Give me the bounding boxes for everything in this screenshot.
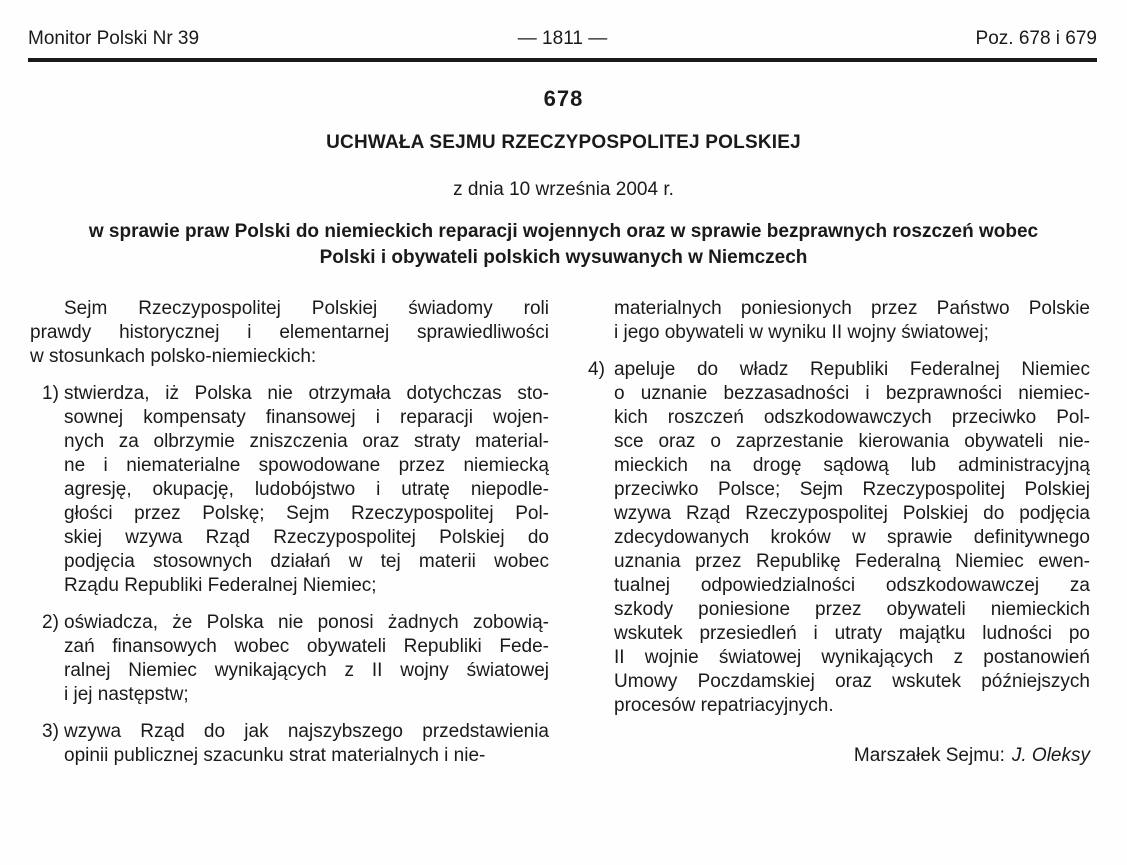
text-line: wzywa Rząd Rzeczypospolitej Polskiej do podjęcia — [614, 503, 1090, 524]
act-subject-line-1: w sprawie praw Polski do niemieckich reparacji wojennych oraz w sprawie bezprawnych roszczeń wobec — [88, 221, 1039, 242]
journal-name: Monitor Polski Nr 39 — [28, 28, 200, 49]
act-subject — [0, 219, 1127, 271]
signature-title: Marszałek Sejmu: — [853, 745, 1005, 766]
act-subject-line-2: Polski i obywateli polskich wysuwanych w Niemczech — [319, 247, 808, 268]
text-line: zań finansowych wobec obywateli Republiki Fede- — [64, 636, 549, 657]
text-line: w stosunkach polsko-niemieckich: — [30, 346, 317, 367]
item-1 — [30, 382, 549, 598]
act-type-title: UCHWAŁA SEJMU RZECZYPOSPOLITEJ POLSKIEJ — [326, 132, 801, 153]
text-line: i jego obywateli w wyniku II wojny światowej; — [614, 322, 989, 343]
text-line: nych za olbrzymie zniszczenia oraz straty material- — [64, 431, 549, 452]
list-item-marker: 4) — [588, 359, 605, 380]
item-3 — [30, 720, 549, 768]
text-line: oświadcza, że Polska nie ponosi żadnych zobowią- — [64, 612, 549, 633]
text-line: Umowy Poczdamskiej oraz wskutek późniejszych — [614, 671, 1090, 692]
item-3-continuation — [588, 297, 1090, 345]
right-column — [588, 297, 1090, 768]
text-line: o uznanie bezzasadności i bezprawności niemiec- — [614, 383, 1090, 404]
text-line: przeciwko Polsce; Sejm Rzeczypospolitej Polskiej — [614, 479, 1090, 500]
text-line: opinii publicznej szacunku strat materialnych i nie- — [64, 745, 486, 766]
text-line: głości przez Polskę; Sejm Rzeczypospolitej Pol- — [64, 503, 549, 524]
text-line: agresję, okupację, ludobójstwo i utratę niepodle- — [64, 479, 549, 500]
text-line: apeluje do władz Republiki Federalnej Niemiec — [614, 359, 1090, 380]
item-2 — [30, 611, 549, 707]
act-number: 678 — [543, 86, 584, 111]
left-column — [30, 297, 549, 768]
header-rule — [28, 58, 1097, 62]
text-line: mieckich na drogę sądową lub administracyjną — [614, 455, 1090, 476]
intro-paragraph — [30, 297, 549, 369]
text-line: sownej kompensaty finansowej i reparacji wojen- — [64, 407, 549, 428]
act-date: z dnia 10 września 2004 r. — [453, 179, 674, 200]
position-numbers: Poz. 678 i 679 — [975, 28, 1097, 49]
text-line: tualnej odpowiedzialności odszkodowawczej za — [614, 575, 1090, 596]
text-line: materialnych poniesionych przez Państwo Polskie — [614, 298, 1090, 319]
running-head — [28, 28, 1097, 49]
text-line: wskutek przesiedleń i utraty majątku ludności po — [614, 623, 1090, 644]
list-item-marker: 1) — [42, 383, 59, 404]
text-line: ne i niematerialne spowodowane przez niemiecką — [64, 455, 549, 476]
text-line: prawdy historycznej i elementarnej sprawiedliwości — [30, 322, 549, 343]
text-line: II wojnie światowej wynikających z postanowień — [614, 647, 1090, 668]
list-item-marker: 2) — [42, 612, 59, 633]
page-number: — 1811 — — [517, 28, 608, 49]
text-line: podjęcia stosownych działań w tej materii wobec — [64, 551, 549, 572]
list-item-marker: 3) — [42, 721, 59, 742]
signature-name: J. Oleksy — [1011, 745, 1090, 766]
body-columns — [30, 297, 1090, 768]
signature-line — [588, 744, 1090, 768]
text-line: stwierdza, iż Polska nie otrzymała dotychczas sto- — [64, 383, 549, 404]
right-column-paragraphs — [588, 297, 1090, 718]
text-line: ralnej Niemiec wynikających z II wojny światowej — [64, 660, 549, 681]
text-line: Rządu Republiki Federalnej Niemiec; — [64, 575, 377, 596]
text-line: i jej następstw; — [64, 684, 189, 705]
text-line: zdecydowanych kroków w sprawie definitywnego — [614, 527, 1090, 548]
item-4 — [588, 358, 1090, 718]
text-line: wzywa Rząd do jak najszybszego przedstawienia — [64, 721, 549, 742]
text-line: uznania przez Republikę Federalną Niemiec ewen- — [614, 551, 1090, 572]
text-line: skiej wzywa Rząd Rzeczypospolitej Polskiej do — [64, 527, 549, 548]
text-line: procesów repatriacyjnych. — [614, 695, 834, 716]
text-line: sce oraz o zaprzestanie kierowania obywateli nie- — [614, 431, 1090, 452]
text-line: Sejm Rzeczypospolitej Polskiej świadomy roli — [64, 298, 549, 319]
text-line: szkody poniesione przez obywateli niemieckich — [614, 599, 1090, 620]
text-line: kich roszczeń odszkodowawczych przeciwko Pol- — [614, 407, 1090, 428]
